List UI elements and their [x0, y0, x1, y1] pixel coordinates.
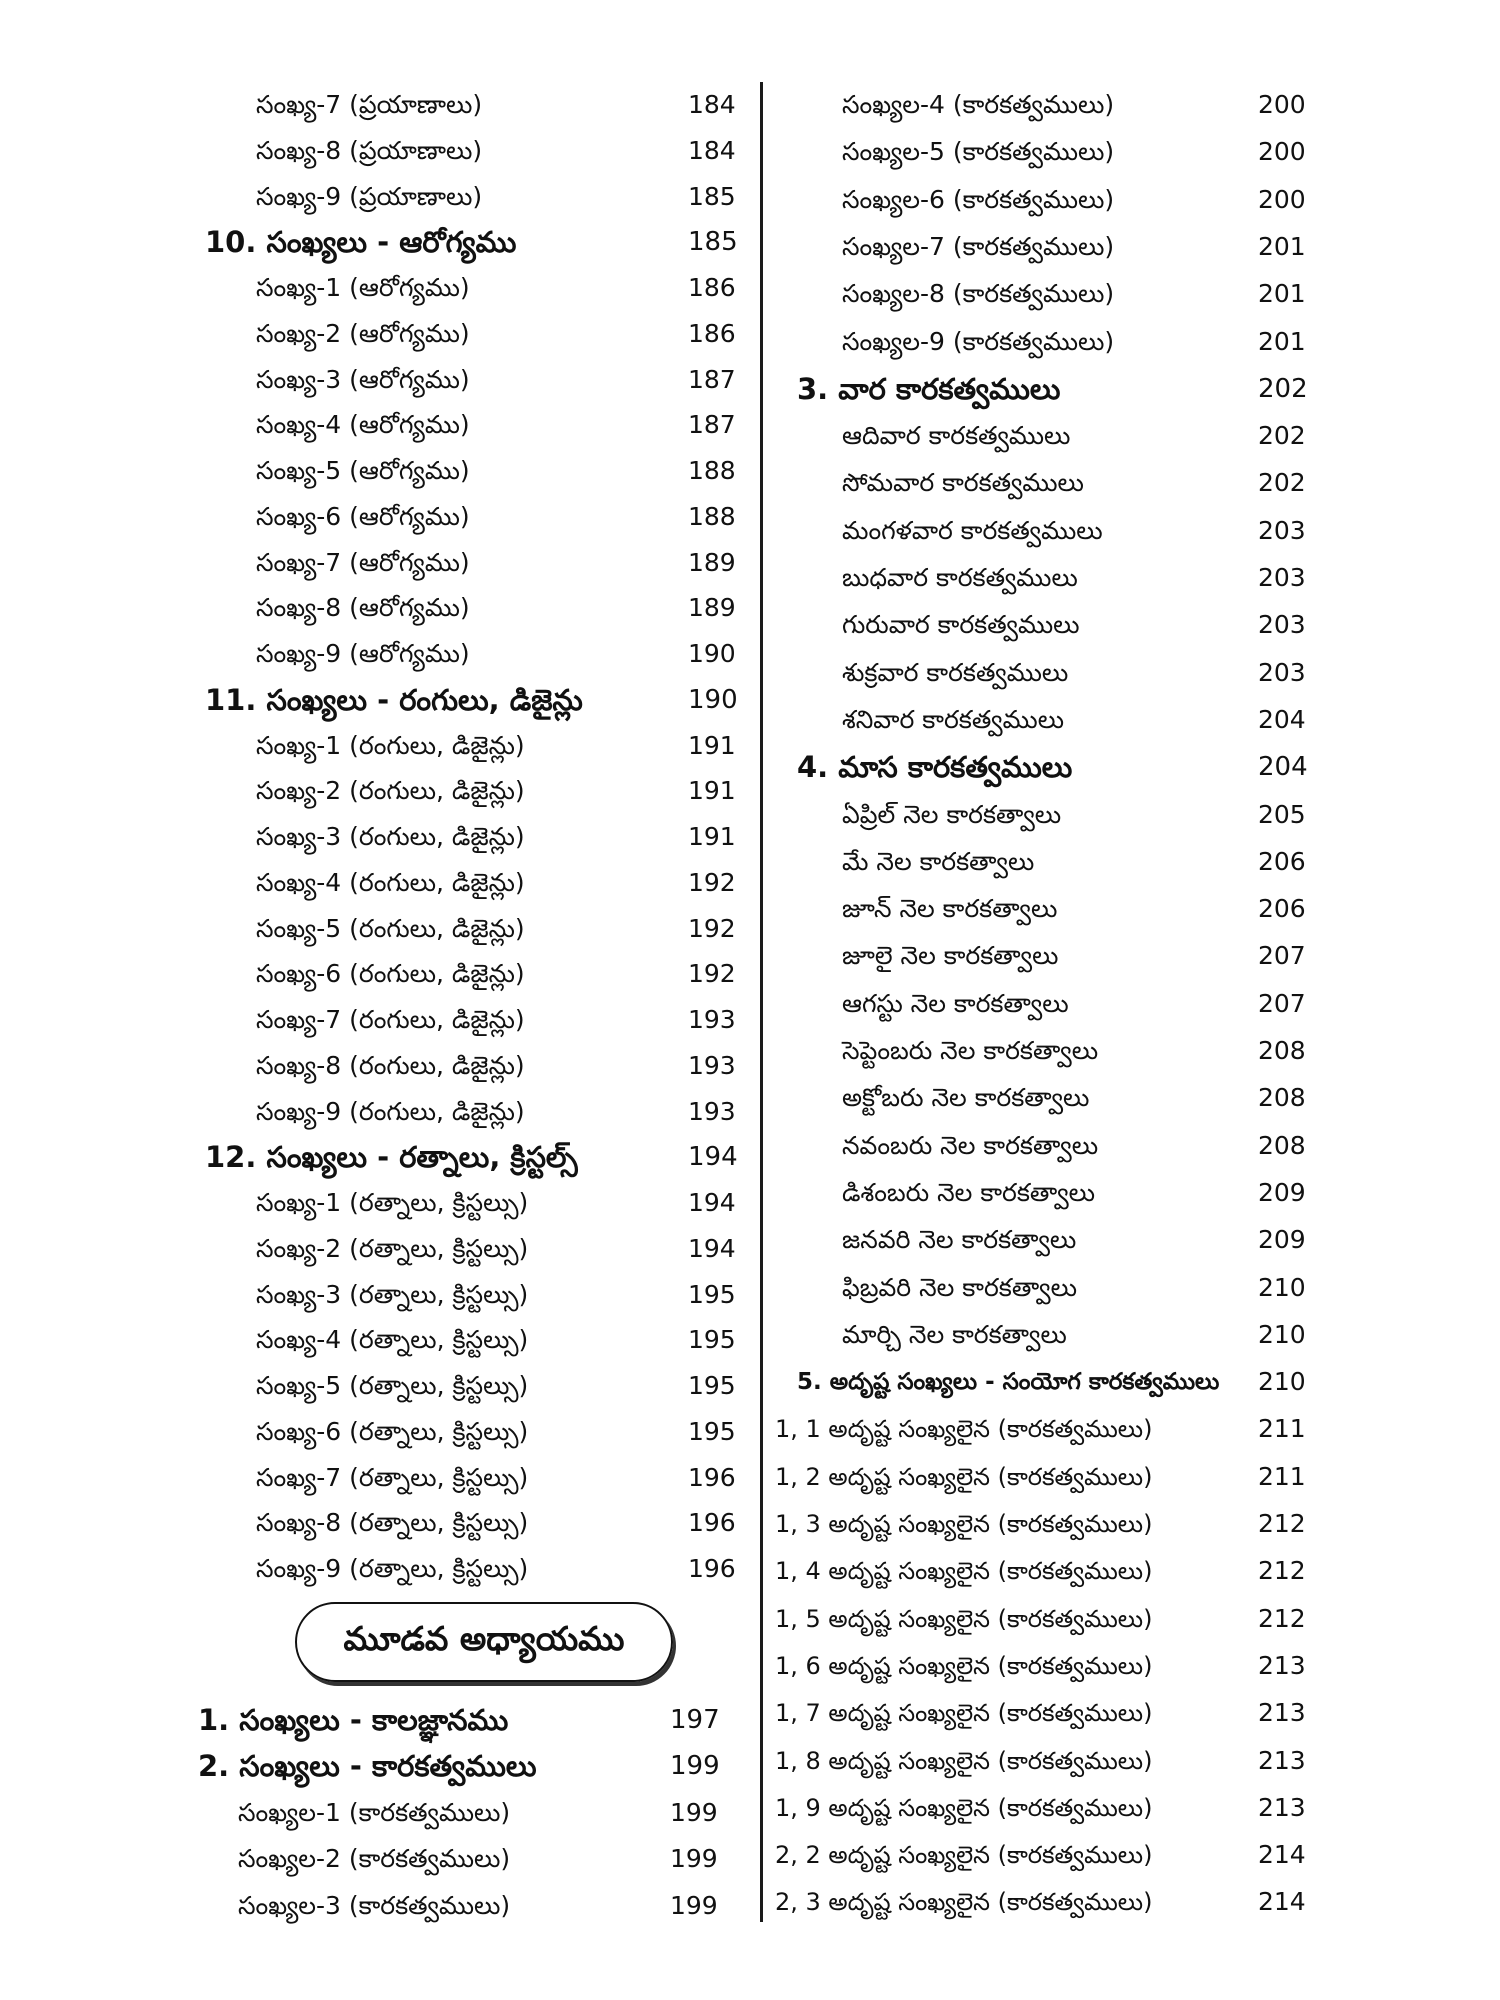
toc-entry-page: 186	[688, 273, 736, 302]
toc-entry-page: 199	[670, 1890, 718, 1920]
toc-entry-title: సంఖ్యల-9 (కారకత్వములు)	[842, 326, 1115, 356]
toc-entry	[256, 540, 748, 586]
toc-entry	[256, 402, 748, 448]
toc-entry	[775, 1785, 1318, 1831]
toc-entry-title: సంఖ్య-7 (ప్రయాణాలు)	[256, 90, 483, 119]
toc-entry-title: సంఖ్య-8 (ఆరోగ్యము)	[256, 593, 470, 623]
toc-entry	[256, 82, 748, 128]
toc-entry	[256, 906, 748, 952]
toc-entry-title: సంఖ్యల-8 (కారకత్వములు)	[842, 279, 1115, 309]
toc-entry-title: శనివార కారకత్వములు	[842, 704, 1065, 734]
toc-entry	[205, 677, 748, 723]
toc-entry-page: 210	[1258, 1367, 1306, 1397]
toc-entry-page: 210	[1258, 1319, 1306, 1349]
toc-entry	[842, 1170, 1318, 1216]
toc-entry-title: 1, 7 అదృష్ట సంఖ్యలైన (కారకత్వములు)	[775, 1699, 1153, 1728]
toc-entry-page: 188	[688, 501, 736, 531]
toc-entry	[775, 1690, 1318, 1736]
toc-entry-title: సంఖ్య-9 (రత్నాలు, క్రిస్టల్సు)	[256, 1554, 529, 1583]
toc-entry-page: 213	[1258, 1650, 1306, 1680]
toc-entry-page: 212	[1258, 1556, 1306, 1586]
toc-entry-page: 199	[670, 1797, 718, 1827]
toc-entry-title: సంఖ్య-3 (రంగులు, డిజైన్లు)	[256, 822, 525, 851]
toc-entry	[256, 1363, 748, 1409]
toc-entry	[842, 508, 1318, 554]
toc-entry-title: ఆదివార కారకత్వములు	[842, 421, 1071, 451]
toc-entry-title: 1, 1 అదృష్ట సంఖ్యలైన (కారకత్వములు)	[775, 1415, 1153, 1444]
toc-entry	[256, 1500, 748, 1546]
toc-entry-page: 191	[688, 822, 736, 851]
toc-entry-title: సంఖ్య-1 (రత్నాలు, క్రిస్టల్సు)	[256, 1188, 529, 1217]
toc-entry-title: గురువార కారకత్వములు	[842, 610, 1080, 640]
toc-entry-title: సంఖ్య-3 (ఆరోగ్యము)	[256, 364, 470, 394]
toc-entry-title: సంఖ్యల-7 (కారకత్వములు)	[842, 231, 1115, 261]
toc-entry	[256, 311, 748, 357]
toc-entry-title: సంఖ్య-6 (ఆరోగ్యము)	[256, 501, 470, 531]
toc-entry	[842, 981, 1318, 1027]
toc-entry	[797, 1359, 1318, 1405]
toc-entry-page: 208	[1258, 1130, 1306, 1160]
toc-entry-page: 203	[1258, 563, 1306, 592]
toc-entry-page: 188	[688, 456, 736, 485]
toc-entry	[256, 768, 748, 814]
chapter-title-badge: మూడవ అధ్యాయము	[295, 1602, 673, 1682]
toc-entry-title: బుధవార కారకత్వములు	[842, 563, 1078, 592]
toc-entry-title: సంఖ్య-2 (రంగులు, డిజైన్లు)	[256, 776, 525, 806]
toc-entry-title: 10. సంఖ్యలు - ఆరోగ్యము	[205, 225, 517, 260]
toc-entry	[256, 448, 748, 494]
toc-entry	[256, 1180, 748, 1226]
toc-entry-page: 186	[688, 318, 736, 348]
toc-entry-page: 190	[688, 639, 736, 668]
toc-entry-title: జూలై నెల కారకత్వాలు	[842, 941, 1059, 971]
toc-entry-page: 203	[1258, 610, 1306, 640]
toc-entry	[198, 1697, 730, 1743]
toc-entry-page: 184	[688, 90, 736, 119]
toc-entry	[256, 997, 748, 1043]
toc-entry	[775, 1596, 1318, 1642]
toc-entry-title: ఏప్రిల్ నెల కారకత్వాలు	[842, 799, 1062, 829]
toc-entry	[775, 1548, 1318, 1594]
toc-entry	[842, 1312, 1318, 1358]
toc-entry	[256, 1226, 748, 1272]
toc-entry-page: 196	[688, 1462, 736, 1492]
toc-entry-title: జనవరి నెల కారకత్వాలు	[842, 1225, 1077, 1255]
toc-entry-page: 206	[1258, 894, 1306, 924]
toc-entry	[238, 1790, 730, 1836]
toc-entry	[256, 128, 748, 174]
toc-entry-title: సంఖ్య-6 (రత్నాలు, క్రిస్టల్సు)	[256, 1416, 529, 1446]
toc-entry-title: ఫిబ్రవరి నెల కారకత్వాలు	[842, 1272, 1077, 1302]
toc-entry-title: 3. వార కారకత్వములు	[797, 371, 1061, 406]
toc-entry	[775, 1454, 1318, 1500]
toc-entry-title: సంఖ్య-8 (రంగులు, డిజైన్లు)	[256, 1050, 525, 1080]
toc-entry-page: 187	[688, 364, 736, 394]
toc-entry-title: 2, 3 అదృష్ట సంఖ్యలైన (కారకత్వములు)	[775, 1888, 1153, 1917]
toc-entry-page: 185	[688, 227, 738, 258]
toc-entry	[775, 1643, 1318, 1689]
toc-entry-page: 192	[688, 959, 736, 989]
toc-entry-page: 209	[1258, 1225, 1306, 1255]
toc-entry-title: సంఖ్య-1 (రంగులు, డిజైన్లు)	[256, 730, 525, 760]
toc-entry-title: మంగళవార కారకత్వములు	[842, 515, 1103, 545]
toc-entry-title: సంఖ్య-9 (రంగులు, డిజైన్లు)	[256, 1096, 525, 1126]
toc-entry	[842, 697, 1318, 743]
toc-entry	[256, 585, 748, 631]
toc-entry-title: సంఖ్య-9 (ప్రయాణాలు)	[256, 181, 483, 211]
toc-entry-page: 194	[688, 1188, 736, 1217]
toc-entry	[256, 723, 748, 769]
toc-entry	[842, 1028, 1318, 1074]
toc-entry-title: 1, 6 అదృష్ట సంఖ్యలైన (కారకత్వములు)	[775, 1651, 1153, 1680]
toc-entry	[842, 460, 1318, 506]
toc-entry	[842, 82, 1318, 128]
toc-entry-page: 214	[1258, 1840, 1306, 1870]
toc-entry-page: 211	[1258, 1414, 1306, 1444]
toc-entry	[256, 1043, 748, 1089]
toc-entry-title: సంఖ్య-7 (ఆరోగ్యము)	[256, 547, 470, 577]
toc-entry-page: 201	[1258, 279, 1306, 309]
toc-entry	[205, 1134, 748, 1180]
toc-entry	[842, 839, 1318, 885]
toc-entry-title: సంఖ్య-5 (రంగులు, డిజైన్లు)	[256, 913, 525, 943]
toc-entry-page: 196	[688, 1508, 736, 1538]
toc-entry-title: సంఖ్య-4 (ఆరోగ్యము)	[256, 410, 470, 440]
toc-entry-page: 202	[1258, 468, 1306, 498]
toc-entry-page: 190	[688, 684, 738, 715]
toc-entry-page: 212	[1258, 1603, 1306, 1633]
toc-entry	[256, 1089, 748, 1135]
toc-entry	[842, 886, 1318, 932]
toc-entry-page: 193	[688, 1005, 736, 1034]
toc-entry-title: సంఖ్య-4 (రత్నాలు, క్రిస్టల్సు)	[256, 1325, 529, 1355]
toc-entry	[205, 219, 748, 265]
toc-entry-page: 189	[688, 547, 736, 577]
toc-entry-page: 200	[1258, 184, 1306, 214]
toc-entry	[842, 224, 1318, 270]
toc-entry-page: 200	[1258, 90, 1306, 119]
toc-entry-title: సంఖ్యల-3 (కారకత్వములు)	[238, 1890, 511, 1920]
toc-entry-page: 208	[1258, 1036, 1306, 1065]
toc-entry	[256, 265, 748, 311]
toc-entry-title: డిశంబరు నెల కారకత్వాలు	[842, 1177, 1096, 1207]
toc-entry-page: 213	[1258, 1745, 1306, 1775]
toc-entry-page: 207	[1258, 941, 1306, 971]
toc-entry-title: మే నెల కారకత్వాలు	[842, 846, 1035, 876]
toc-entry-page: 195	[688, 1416, 736, 1446]
toc-entry	[256, 357, 748, 403]
toc-entry	[797, 744, 1318, 790]
toc-entry-title: సంఖ్య-3 (రత్నాలు, క్రిస్టల్సు)	[256, 1279, 529, 1309]
toc-entry	[256, 1546, 748, 1592]
toc-entry	[256, 631, 748, 677]
toc-entry-title: సంఖ్య-9 (ఆరోగ్యము)	[256, 639, 470, 668]
toc-entry-page: 204	[1258, 704, 1306, 734]
toc-entry-title: సంఖ్యల-2 (కారకత్వములు)	[238, 1844, 511, 1874]
toc-entry-page: 201	[1258, 326, 1306, 356]
toc-entry	[842, 1123, 1318, 1169]
toc-entry	[775, 1738, 1318, 1784]
toc-entry-title: 4. మాస కారకత్వములు	[797, 750, 1073, 785]
toc-entry-title: నవంబరు నెల కారకత్వాలు	[842, 1130, 1099, 1160]
toc-entry-title: 1, 4 అదృష్ట సంఖ్యలైన (కారకత్వములు)	[775, 1557, 1153, 1586]
column-divider	[760, 82, 763, 1922]
toc-entry-title: 11. సంఖ్యలు - రంగులు, డిజైన్లు	[205, 682, 583, 717]
toc-entry-page: 212	[1258, 1509, 1306, 1538]
toc-entry-page: 213	[1258, 1792, 1306, 1822]
toc-entry-page: 195	[688, 1371, 736, 1400]
toc-entry	[256, 1409, 748, 1455]
toc-entry-title: అక్టోబరు నెల కారకత్వాలు	[842, 1083, 1090, 1113]
toc-entry-page: 194	[688, 1233, 736, 1263]
toc-entry	[842, 319, 1318, 365]
toc-entry-title: సంఖ్యల-6 (కారకత్వములు)	[842, 184, 1115, 214]
toc-entry	[842, 1217, 1318, 1263]
toc-entry	[775, 1832, 1318, 1878]
toc-entry-page: 192	[688, 913, 736, 943]
toc-entry-page: 197	[670, 1705, 720, 1735]
toc-entry-title: సెప్టెంబరు నెల కారకత్వాలు	[842, 1036, 1099, 1065]
toc-entry-page: 185	[688, 181, 736, 211]
toc-entry-title: సంఖ్యల-5 (కారకత్వములు)	[842, 137, 1115, 167]
toc-entry-title: 1, 9 అదృష్ట సంఖ్యలైన (కారకత్వములు)	[775, 1793, 1153, 1822]
toc-entry-page: 202	[1258, 421, 1306, 451]
toc-entry-page: 199	[670, 1844, 718, 1874]
toc-entry	[256, 1317, 748, 1363]
toc-entry	[842, 1265, 1318, 1311]
toc-entry-page: 209	[1258, 1177, 1306, 1207]
toc-entry	[775, 1406, 1318, 1452]
toc-entry	[775, 1879, 1318, 1925]
toc-entry	[256, 951, 748, 997]
toc-entry	[842, 555, 1318, 601]
toc-entry-page: 200	[1258, 137, 1306, 167]
toc-entry	[256, 860, 748, 906]
toc-entry-title: సంఖ్య-4 (రంగులు, డిజైన్లు)	[256, 867, 525, 897]
toc-entry-page: 207	[1258, 988, 1306, 1018]
toc-entry-page: 210	[1258, 1272, 1306, 1302]
toc-entry-page: 203	[1258, 657, 1306, 687]
toc-entry-title: సంఖ్య-7 (రంగులు, డిజైన్లు)	[256, 1005, 525, 1034]
toc-entry-page: 189	[688, 593, 736, 623]
toc-entry-title: ఆగస్టు నెల కారకత్వాలు	[842, 988, 1069, 1018]
toc-entry-page: 195	[688, 1325, 736, 1355]
toc-entry-title: సంఖ్య-8 (ప్రయాణాలు)	[256, 135, 483, 165]
toc-entry-page: 202	[1258, 373, 1308, 404]
toc-entry	[256, 814, 748, 860]
toc-entry	[842, 792, 1318, 838]
toc-entry-page: 214	[1258, 1887, 1306, 1917]
toc-entry-page: 199	[670, 1751, 720, 1782]
toc-entry	[198, 1743, 730, 1789]
toc-entry	[256, 1455, 748, 1501]
toc-entry-title: సంఖ్యల-1 (కారకత్వములు)	[238, 1797, 511, 1827]
toc-entry	[256, 494, 748, 540]
toc-entry-title: సంఖ్య-8 (రత్నాలు, క్రిస్టల్సు)	[256, 1508, 529, 1538]
toc-entry-title: మార్చి నెల కారకత్వాలు	[842, 1319, 1067, 1349]
toc-entry	[842, 602, 1318, 648]
toc-entry-title: సంఖ్య-2 (ఆరోగ్యము)	[256, 318, 470, 348]
toc-entry-page: 211	[1258, 1461, 1306, 1491]
toc-entry	[842, 933, 1318, 979]
toc-entry	[775, 1501, 1318, 1547]
toc-entry-title: సంఖ్య-5 (రత్నాలు, క్రిస్టల్సు)	[256, 1371, 529, 1400]
toc-entry-title: సంఖ్యల-4 (కారకత్వములు)	[842, 90, 1115, 119]
toc-entry	[797, 366, 1318, 412]
toc-entry	[238, 1883, 730, 1929]
toc-entry-title: 12. సంఖ్యలు - రత్నాలు, క్రిస్టల్స్	[205, 1140, 578, 1175]
toc-entry-page: 194	[688, 1142, 738, 1173]
toc-entry-title: 1, 2 అదృష్ట సంఖ్యలైన (కారకత్వములు)	[775, 1462, 1153, 1491]
toc-entry	[256, 174, 748, 220]
toc-entry-page: 201	[1258, 231, 1306, 261]
toc-entry-title: శుక్రవార కారకత్వములు	[842, 657, 1069, 687]
toc-entry-title: సంఖ్య-5 (ఆరోగ్యము)	[256, 456, 470, 485]
toc-entry-page: 187	[688, 410, 736, 440]
toc-entry	[238, 1836, 730, 1882]
toc-entry-title: సంఖ్య-2 (రత్నాలు, క్రిస్టల్సు)	[256, 1233, 529, 1263]
toc-entry	[842, 177, 1318, 223]
toc-entry-title: 2. సంఖ్యలు - కారకత్వములు	[198, 1749, 537, 1784]
toc-entry-page: 191	[688, 776, 736, 806]
toc-entry	[256, 1272, 748, 1318]
toc-entry	[842, 1075, 1318, 1121]
toc-entry-title: 5. అదృష్ట సంఖ్యలు - సంయోగ కారకత్వములు	[797, 1369, 1220, 1396]
toc-entry-page: 191	[688, 730, 736, 760]
toc-entry-title: జూన్ నెల కారకత్వాలు	[842, 894, 1058, 924]
toc-entry-page: 213	[1258, 1698, 1306, 1728]
toc-entry-page: 205	[1258, 799, 1306, 829]
toc-entry-title: సోమవార కారకత్వములు	[842, 468, 1084, 498]
toc-entry	[842, 129, 1318, 175]
toc-entry-title: 1, 3 అదృష్ట సంఖ్యలైన (కారకత్వములు)	[775, 1510, 1153, 1538]
toc-entry-page: 193	[688, 1096, 736, 1126]
toc-entry-title: 1, 8 అదృష్ట సంఖ్యలైన (కారకత్వములు)	[775, 1746, 1153, 1775]
toc-entry-title: సంఖ్య-1 (ఆరోగ్యము)	[256, 273, 470, 302]
toc-entry-page: 204	[1258, 752, 1308, 783]
toc-entry-title: 1, 5 అదృష్ట సంఖ్యలైన (కారకత్వములు)	[775, 1604, 1153, 1633]
toc-entry	[842, 650, 1318, 696]
toc-entry-page: 208	[1258, 1083, 1306, 1113]
toc-entry	[842, 271, 1318, 317]
toc-entry	[842, 413, 1318, 459]
toc-entry-page: 192	[688, 867, 736, 897]
toc-entry-page: 203	[1258, 515, 1306, 545]
toc-entry-title: సంఖ్య-6 (రంగులు, డిజైన్లు)	[256, 959, 525, 989]
toc-entry-title: సంఖ్య-7 (రత్నాలు, క్రిస్టల్సు)	[256, 1462, 529, 1492]
toc-entry-title: 1. సంఖ్యలు - కాలజ్ఞానము	[198, 1703, 509, 1737]
toc-entry-page: 184	[688, 135, 736, 165]
toc-entry-page: 195	[688, 1279, 736, 1309]
toc-entry-page: 193	[688, 1050, 736, 1080]
toc-entry-page: 196	[688, 1554, 736, 1583]
toc-entry-title: 2, 2 అదృష్ట సంఖ్యలైన (కారకత్వములు)	[775, 1841, 1153, 1870]
toc-entry-page: 206	[1258, 846, 1306, 876]
